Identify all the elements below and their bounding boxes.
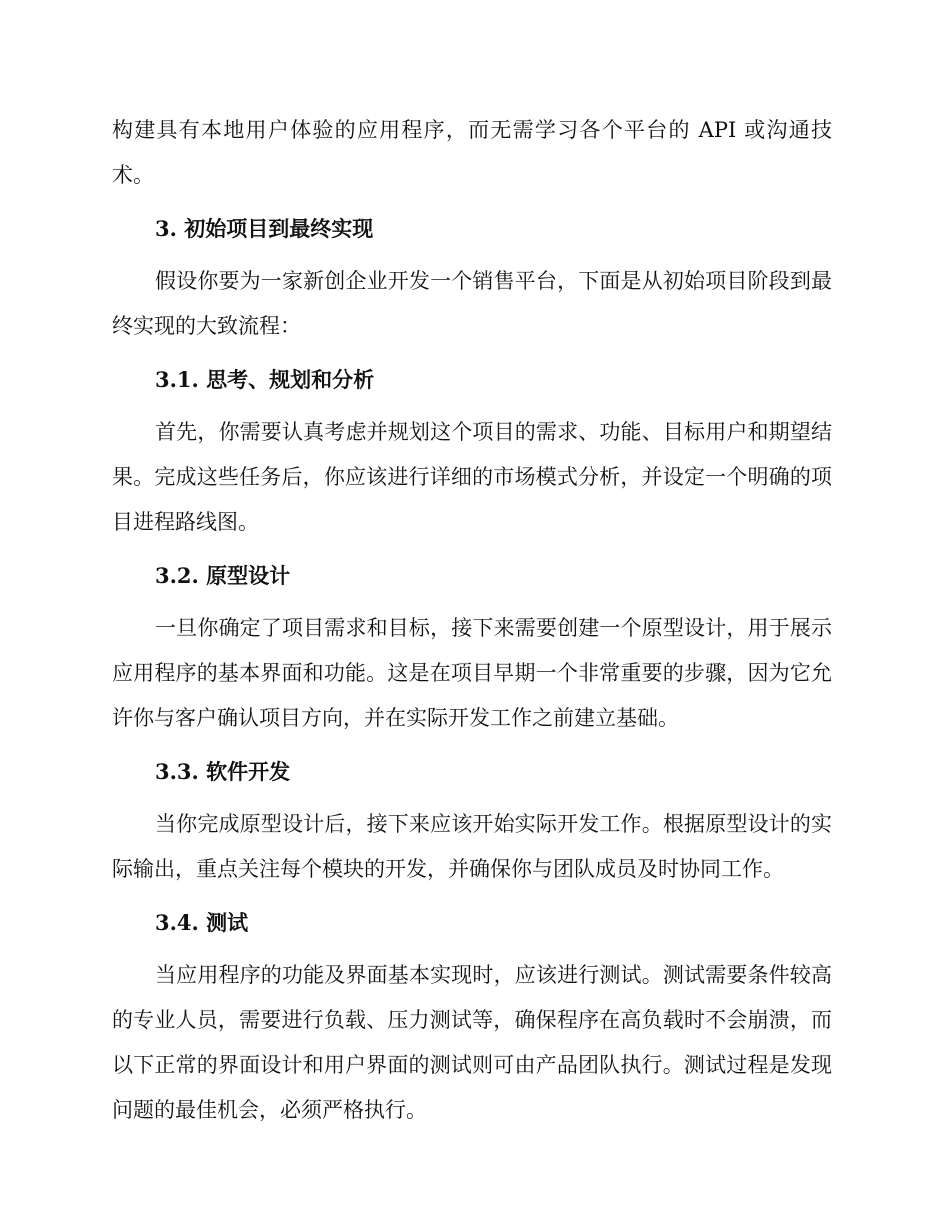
section-heading-3-1: 3.1. 思考、规划和分析 xyxy=(155,367,375,392)
paragraph-development: 当你完成原型设计后，接下来应该开始实际开发工作。根据原型设计的实际输出，重点关注每个模块的开发，并确保你与团队成员及时协同工作。 xyxy=(112,812,832,881)
section-heading-3-3: 3.3. 软件开发 xyxy=(155,759,291,784)
section-heading-3-4: 3.4. 测试 xyxy=(155,910,249,935)
paragraph-testing: 当应用程序的功能及界面基本实现时，应该进行测试。测试需要条件较高的专业人员，需要进行负载、压力测试等，确保程序在高负载时不会崩溃，而以下正常的界面设计和用户界面的测试则可由产品团队执行。测试过程是发现问题的最佳机会，必须严格执行。 xyxy=(112,963,832,1122)
section-heading-3: 3. 初始项目到最终实现 xyxy=(155,216,374,241)
paragraph-continuation: 构建具有本地用户体验的应用程序，而无需学习各个平台的 API 或沟通技术。 xyxy=(112,118,832,187)
paragraph-planning: 首先，你需要认真考虑并规划这个项目的需求、功能、目标用户和期望结果。完成这些任务后，你应该进行详细的市场模式分析，并设定一个明确的项目进程路线图。 xyxy=(112,420,832,534)
paragraph-intro: 假设你要为一家新创企业开发一个销售平台，下面是从初始项目阶段到最终实现的大致流程： xyxy=(112,269,832,338)
document-page xyxy=(112,108,832,1133)
paragraph-prototype: 一旦你确定了项目需求和目标，接下来需要创建一个原型设计，用于展示应用程序的基本界面和功能。这是在项目早期一个非常重要的步骤，因为它允许你与客户确认项目方向，并在实际开发工作之前建立基础。 xyxy=(112,616,832,730)
section-heading-3-2: 3.2. 原型设计 xyxy=(155,563,291,588)
